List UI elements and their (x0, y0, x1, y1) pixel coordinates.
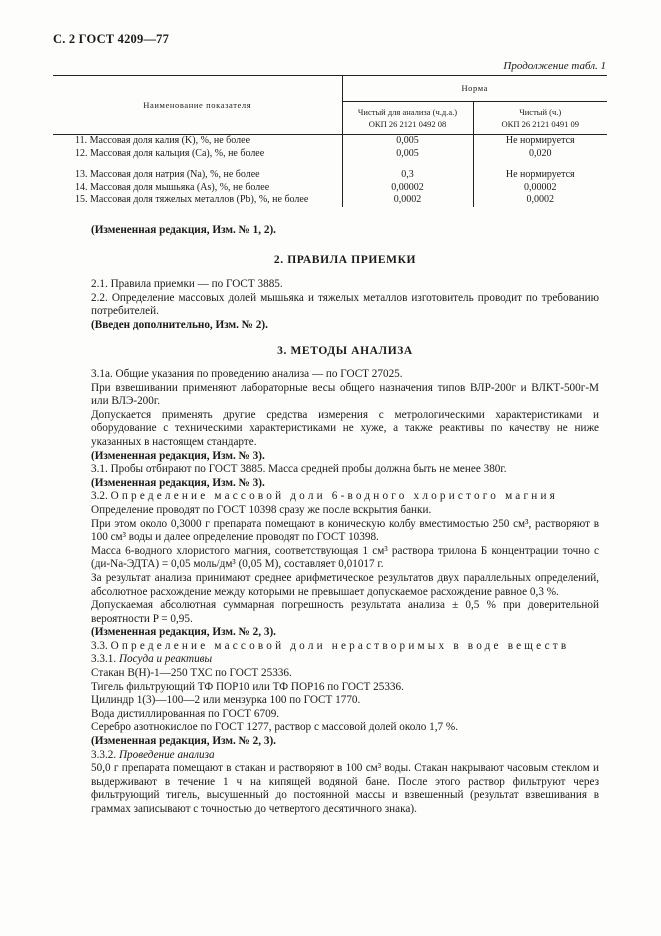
paragraph-2-2 (91, 292, 599, 319)
paragraph-3-2-a: Определение проводят по ГОСТ 10398 сразу же после вскрытия банки. (91, 503, 432, 516)
table-row (53, 148, 607, 161)
paragraph-3-1a: 3.1а. Общие указания по проведению анализа — по ГОСТ 27025. (91, 368, 403, 380)
row-name: 12. Массовая доля кальция (Ca), %, не более (53, 148, 342, 161)
edit-note-text: (Измененная редакция, Изм. № 1, 2). (91, 224, 276, 236)
table-row (53, 194, 607, 207)
col-header-pure-analysis (342, 102, 473, 135)
paragraph-3-3-2-heading (91, 749, 599, 763)
norm-table (53, 75, 607, 207)
intro-note: (Введен дополнительно, Изм. № 2). (91, 318, 268, 331)
row-value-pure-analysis: 0,3 (342, 169, 473, 182)
paragraph-allowed: Допускается применять другие средства измерения с метрологическими характеристиками и оборудование с техническими характеристиками не хуже, а также реактивы по качеству не ниже указанных в настоящем стандарте. (91, 408, 599, 448)
clause-title: Определение массовой доли нерастворимых в воде веществ (110, 639, 570, 652)
edit-note: (Измененная редакция, Изм. № 2, 3). (91, 626, 276, 639)
clause-number: 3.3. (91, 639, 108, 652)
col-header-name: Наименование показателя (53, 76, 342, 135)
paragraph-3-1: 3.1. Пробы отбирают по ГОСТ 3885. Масса средней пробы должна быть не менее 380г. (91, 463, 507, 476)
table-continuation-note: Продолжение табл. 1 (503, 60, 606, 72)
row-value-pure: 0,00002 (524, 181, 557, 193)
edit-note: (Измененная редакция, Изм. № 2, 3). (91, 735, 276, 748)
list-item: Серебро азотнокислое по ГОСТ 1277, раствор с массовой долей около 1,7 %. (91, 721, 459, 734)
list-item: Тигель фильтрующий ТФ ПОР10 или ТФ ПОР16 по ГОСТ 25336. (91, 680, 404, 693)
paragraph-weighing: При взвешивании применяют лабораторные весы общего назначения типов ВЛР-200г и ВЛКТ-500г-М или ВЛЭ-200г. (91, 381, 599, 408)
section-acceptance-body (91, 278, 599, 332)
clause-title: Определение массовой доли 6-водного хлористого магния (110, 490, 558, 503)
section-methods-body (91, 368, 599, 817)
row-value-pure: 0,0002 (526, 194, 554, 205)
section-title-methods: 3. МЕТОДЫ АНАЛИЗА (277, 345, 413, 357)
table-row (53, 135, 607, 148)
edit-note (91, 224, 599, 238)
paragraph-3-2-c: Масса 6-водного хлористого магния, соответствующая 1 см³ раствора трилона Б концентрации точно c (ди-Na-ЭДТА) = 0,05 моль/дм³ (0,05 М), составляет 0,01017 г. (91, 544, 599, 571)
paragraph-3-3-2-text: 50,0 г препарата помещают в стакан и растворяют в 100 см³ воды. Стакан накрывают часовым стеклом и выдерживают в течение 1 ч на кипящей водяной бане. После этого раствор фильтруют через фильтрующий тигель, высушенный до постоянной массы и взвешенный (результат взвешивания в граммах записывают с точностью до четвертого десятичного знака). (91, 762, 599, 815)
page-header: С. 2 ГОСТ 4209—77 (53, 32, 170, 46)
paragraph-3-2-b: При этом около 0,3000 г препарата помещают в коническую колбу вместимостью 250 см³, растворяют в 100 см³ воды и далее определение проводят по ГОСТ 10398. (91, 517, 599, 544)
col-header-pure-analysis-code: ОКП 26 2121 0492 08 (368, 119, 447, 129)
edit-note: (Измененная редакция, Изм. № 3). (91, 449, 265, 462)
paragraph-3-3-heading (91, 640, 599, 654)
col-header-norm: Норма (342, 76, 607, 102)
row-name: 13. Массовая доля натрия (Na), %, не более (53, 169, 342, 182)
table-row (53, 182, 607, 195)
paragraph-3-2-d: За результат анализа принимают среднее арифметическое результатов двух параллельных определений, абсолютное расхождение между которыми не превышает допускаемое расхождение равное 0,3 %. (91, 571, 599, 598)
paragraph-2-1: 2.1. Правила приемки — по ГОСТ 3885. (91, 278, 283, 290)
row-name: 11. Массовая доля калия (K), %, не более (53, 135, 342, 148)
edit-note: (Измененная редакция, Изм. № 3). (91, 476, 265, 489)
clause-number: 3.2. (91, 490, 108, 503)
clause-title: Посуда и реактивы (118, 653, 213, 666)
row-value-pure: Не нормируется (505, 169, 575, 180)
row-value-pure: 0,020 (529, 147, 552, 159)
row-value-pure-analysis: 0,00002 (342, 182, 473, 195)
row-name: 15. Массовая доля тяжелых металлов (Pb), %, не более (53, 194, 342, 207)
col-header-pure-analysis-label: Чистый для анализа (ч.д.а.) (357, 107, 458, 117)
paragraph-2-2-text: 2.2. Определение массовых долей мышьяка и тяжелых металлов изготовитель проводит по требованию потребителей. (91, 291, 599, 318)
col-header-pure-code: ОКП 26 2121 0491 09 (501, 119, 579, 129)
row-value-pure: Не нормируется (505, 135, 575, 146)
list-item: Вода дистиллированная по ГОСТ 6709. (91, 707, 280, 720)
col-header-pure-label: Чистый (ч.) (519, 107, 562, 117)
paragraph-3-2-e: Допускаемая абсолютная суммарная погрешность результата анализа ± 0,5 % при доверительной вероятности P = 0,95. (91, 599, 599, 625)
row-value-pure-analysis: 0,005 (342, 148, 473, 161)
clause-title: Проведение анализа (118, 748, 215, 761)
list-item: Цилиндр 1(3)—100—2 или мензурка 100 по ГОСТ 1770. (91, 694, 361, 707)
clause-number: 3.3.2. (91, 748, 117, 761)
clause-number: 3.3.1. (91, 653, 117, 666)
list-item: Стакан В(Н)-1—250 ТХС по ГОСТ 25336. (91, 667, 292, 680)
row-name: 14. Массовая доля мышьяка (As), %, не более (53, 182, 342, 195)
section-title-acceptance: 2. ПРАВИЛА ПРИЕМКИ (273, 254, 417, 266)
table-row (53, 169, 607, 182)
col-header-pure (473, 102, 607, 135)
row-value-pure-analysis: 0,0002 (342, 194, 473, 207)
paragraph-3-3-1-heading (91, 653, 599, 667)
row-value-pure-analysis: 0,005 (342, 135, 473, 148)
paragraph-3-2-heading (91, 490, 599, 504)
